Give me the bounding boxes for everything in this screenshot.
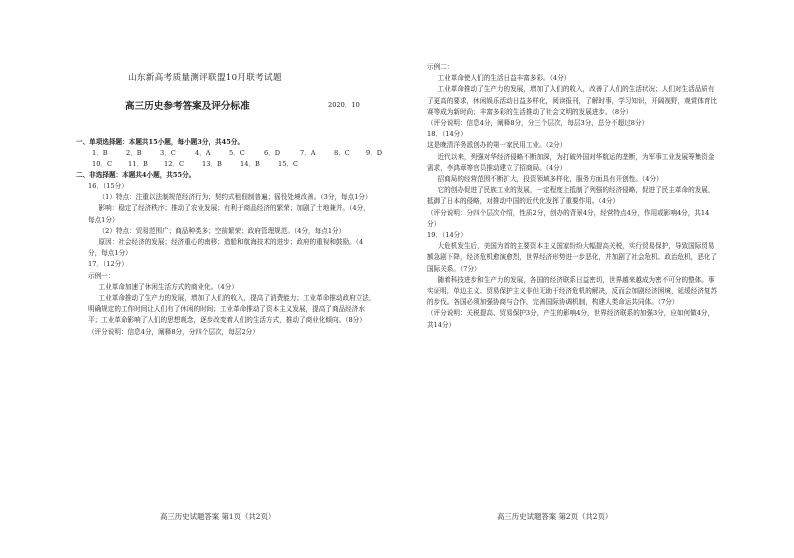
page-footer: 高三历史试题答案 第1页（共2页）	[160, 512, 276, 521]
document-title: 高三历史参考答案及评分标准	[125, 101, 250, 112]
example-2-label: 示例二：	[427, 63, 454, 71]
example-2-paragraph: 工业革命使人们的生活日益丰富多彩。（4分）	[437, 74, 571, 83]
q17-example-label: 示例一：	[88, 271, 115, 280]
answer-item: 3．C	[160, 149, 176, 157]
q17-paragraph: 工业革命推动了生产力的发展，增加了人们的收入，提高了消费能力；工业革命推动政府立法，明确规定的工作时间让人们有了休闲的时间；工业革命推动了资本主义发展，提高了商品经济水平；工业革命影响了人们的思想观念，逐步改变着人们的生活方式，推动了商业化倾向。（8分）	[88, 294, 376, 325]
answer-body-page2	[427, 62, 719, 331]
q18-paragraph: 这是晚清洋务派创办的第一家民用工业。（2分）	[427, 141, 567, 150]
q17-scoring-note: （评分说明：信息4分，阐释8分，分四个层次，每层2分）	[88, 327, 259, 336]
section2-heading: 二、非选择题：本题共4小题，共55分。	[76, 171, 196, 179]
q16-paragraph: （2）特点：贸易范围广；商品种类多；空前繁荣；政府管理规范。（4分，每点1分）	[98, 226, 346, 235]
answer-item: 10．C	[92, 160, 113, 168]
document-date: 2020．10	[328, 101, 360, 109]
q17-paragraph: 工业革命加速了休闲生活方式的商业化。（4分）	[98, 282, 238, 291]
example-2-scoring-note: （评分说明：信息4分，阐释8分，分三个层次，每层3分，总分不超过8分）	[427, 119, 649, 128]
page-footer: 高三历史试题答案 第2页（共2页）	[497, 512, 613, 521]
answer-item: 6．D	[264, 149, 281, 157]
answer-item: 11．B	[128, 160, 148, 168]
answer-page-2	[397, 0, 794, 558]
q19-scoring-note: （评分说明：关税提高、贸易保护3分，产生的影响4分，世界经济联系的加强3分，应如何做4分，共14分）	[427, 309, 715, 329]
answer-item: 12．C	[164, 160, 185, 168]
q18-paragraph: 招商局的经营范围不断扩大，投资领域多样化，服务方面具有开创性。（4分）	[437, 175, 663, 184]
answer-body-page1	[88, 181, 376, 338]
q16-paragraph: 原因：社会经济的发展；经济重心的南移；造船和航海技术的进步；政府的重视和鼓励。（4分，每点1分）	[88, 238, 364, 258]
answer-item: 15．C	[278, 160, 299, 168]
section1-heading: 一、单项选择题：本题共15小题，每小题3分，共45分。	[76, 138, 245, 146]
answer-item: 8．C	[334, 149, 350, 157]
answer-item: 2．B	[126, 149, 142, 157]
q18-scoring-note: （评分说明：分四个层次介绍，性质2分，创办的背景4分，经营特点4分，作用或影响4分，共14分）	[427, 208, 710, 228]
answer-item: 9．D	[366, 149, 383, 157]
q16-paragraph: （1）特点：注重以法制规范经济行为；契约式租佃制普遍；徭役处境改善。（3分，每点1分）	[98, 193, 372, 202]
example-2-paragraph: 工业革命推动了生产力的发展，增加了人们的收入，改善了人们的生活状况；人们对生活品质有了更高的要求，休闲娱乐活动日益多样化，阅读报刊，了解时事，学习知识，开阔视野，观赏体育比赛等成为新时尚；丰富多彩的生活推动了社会文明的发展进步。（8分）	[427, 85, 718, 116]
question-17-heading: 17．（12分）	[88, 260, 128, 269]
q19-paragraph: 大危机发生后，美国为首的主要资本主义国家纷纷大幅提高关税，实行贸易保护，导致国际贸易额急剧下降，经济危机愈演愈烈，世界经济形势进一步恶化，并加剧了社会危机、政治危机，恶化了国际关系。（7分）	[427, 242, 718, 273]
answer-item: 1．B	[92, 149, 108, 157]
q16-paragraph: 影响：稳定了经济秩序；推动了农业发展；有利于商品经济的繁荣；加剧了土地兼并。（4分，每点1分）	[88, 204, 370, 224]
question-19-heading: 19．（14分）	[427, 231, 467, 240]
answer-item: 13．B	[202, 160, 222, 168]
q18-paragraph: 它的创办促进了民族工业的发展，一定程度上抵制了列强的经济侵略，促进了民主革命的发展，抵御了日本的侵略，对推动中国的近代化发挥了重要作用。（4分）	[427, 186, 715, 206]
q18-paragraph: 近代以来，列强对华经济侵略不断加深，为打破外国对华航运的垄断，为军事工业发展筹集资金需求，李鸿章等官员推动建立了招商局。（4分）	[427, 152, 715, 172]
answer-item: 5．C	[229, 149, 245, 157]
answer-item: 7．A	[300, 149, 316, 157]
exam-title: 山东新高考质量测评联盟10月联考试题	[128, 73, 282, 83]
q19-paragraph: 随着科技进步和生产力的发展，各国的经济联系日益密切，世界越来越成为密不可分的整体。事实证明，单边主义、贸易保护主义非但无助于经济危机的解决，反而会加剧经济困境，延缓经济复苏的步伐。各国必须加强协商与合作，完善国际协调机制，构建人类命运共同体。（7分）	[427, 275, 718, 307]
answer-item: 14．B	[240, 160, 260, 168]
question-16-heading: 16．（15分）	[88, 182, 128, 190]
answer-item: 4．A	[195, 149, 211, 157]
question-18-heading: 18．（14分）	[427, 130, 467, 139]
